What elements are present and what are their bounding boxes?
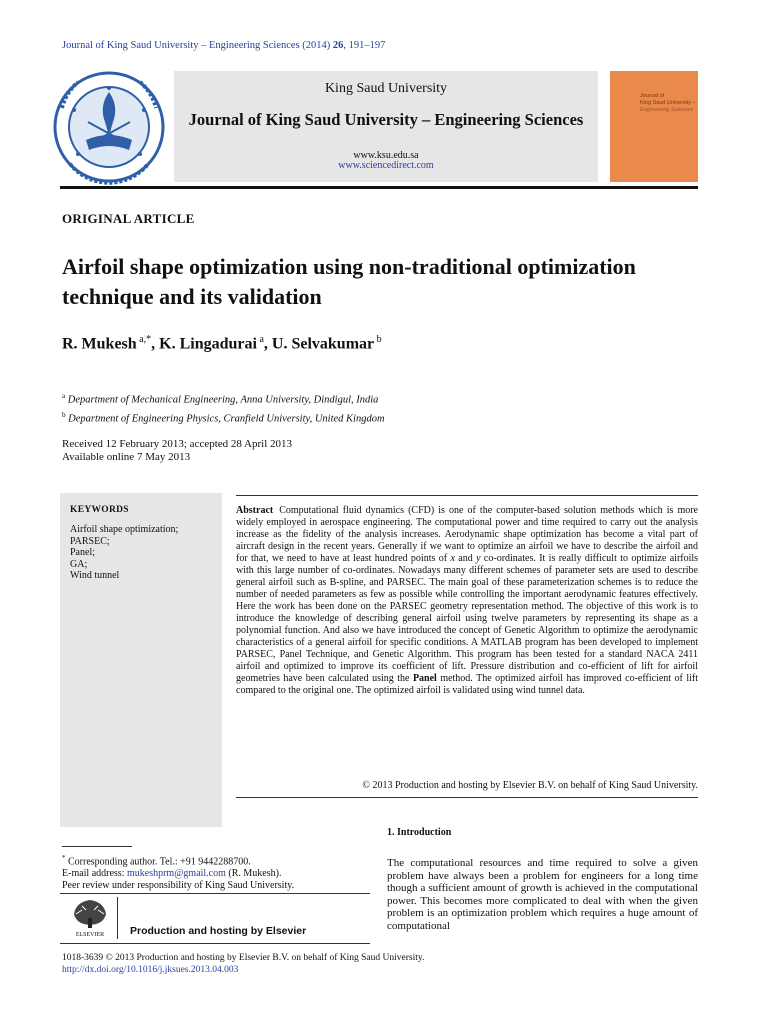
- received-date: Received 12 February 2013; accepted 28 April 2013: [62, 438, 293, 450]
- keyword-item: Airfoil shape optimization;: [70, 524, 179, 535]
- author-name[interactable]: K. Lingadurai: [159, 335, 257, 353]
- journal-citation[interactable]: [62, 40, 385, 51]
- cover-line-3: Engineering Sciences: [640, 107, 694, 113]
- citation-prefix: Journal of King Saud University – Engineering Sciences (2014): [62, 40, 331, 51]
- email-link[interactable]: mukeshprm@gmail.com: [126, 868, 226, 880]
- citation-pages: , 191–197: [343, 40, 386, 51]
- author-name[interactable]: R. Mukesh: [62, 335, 137, 353]
- university-name: King Saud University: [324, 81, 448, 96]
- author-sup[interactable]: b: [374, 334, 382, 345]
- ksu-seal-logo: [48, 70, 170, 185]
- header-rule: [60, 186, 698, 189]
- cover-line-2: King Saud University –: [640, 100, 696, 106]
- elsevier-logo-text: ELSEVIER: [75, 932, 105, 938]
- article-title: Airfoil shape optimization using non-traditional optimization technique and its validation: [62, 254, 636, 309]
- intro-text: The computational resources and time required to solve a given problem have always been a problem for engineers for a long time though a sufficient amount of growth is achieved in the computational power. This becomes more complicated to deal with when the given problem is an optimization problem which requires a huge amount of computational: [387, 857, 698, 932]
- author-list: R. Mukesh $^{a,*}$, K. Lingadurai $^a$, U. Selvakumar $^b$: [62, 334, 382, 353]
- elsevier-tree-logo-icon: [68, 896, 112, 938]
- corresponding-author-note: * Corresponding author. Tel.: +91 9442288700.: [62, 854, 251, 868]
- abstract-top-rule: [236, 495, 698, 496]
- abstract-label: Abstract: [236, 505, 274, 516]
- footnotes: [62, 852, 294, 892]
- author-sup[interactable]: a: [256, 334, 264, 345]
- affiliations: [62, 389, 385, 426]
- keywords-list: [70, 524, 178, 582]
- issn-block: [62, 952, 424, 976]
- peer-review-note: Peer review under responsibility of King Saud University.: [62, 880, 295, 892]
- journal-cover-thumbnail[interactable]: [610, 71, 698, 182]
- abstract-bottom-rule: [236, 797, 698, 798]
- citation-volume: 26: [332, 40, 344, 51]
- keyword-item: GA;: [70, 558, 88, 570]
- intro-heading: 1. Introduction: [387, 827, 452, 838]
- ksu-url-link[interactable]: www.ksu.edu.sa: [353, 150, 419, 161]
- email-note: E-mail address: mukeshprm@gmail.com (R. Mukesh).: [62, 868, 282, 880]
- sciencedirect-url-link[interactable]: www.sciencedirect.com: [338, 160, 434, 171]
- elsevier-divider: [117, 897, 118, 939]
- keyword-item: PARSEC;: [70, 535, 110, 547]
- affiliation-item: $^b$ Department of Engineering Physics, Cranfield University, United Kingdom: [62, 410, 385, 424]
- doi-link[interactable]: http://dx.doi.org/10.1016/j.jksues.2013.04.003: [62, 965, 239, 975]
- abstract-copyright: © 2013 Production and hosting by Elsevier B.V. on behalf of King Saud University.: [362, 780, 698, 791]
- affiliation-item: $^a$ Department of Mechanical Engineering, Anna University, Dindigul, India: [62, 392, 379, 406]
- footnote-rule: [62, 846, 132, 847]
- journal-title: Journal of King Saud University – Engineering Sciences: [188, 110, 584, 129]
- article-type: ORIGINAL ARTICLE: [62, 211, 195, 226]
- author-name[interactable]: U. Selvakumar: [271, 335, 375, 353]
- cover-line-1: Journal of: [640, 93, 665, 99]
- author-sup[interactable]: a,*: [136, 334, 152, 345]
- issn-line: 1018-3639 © 2013 Production and hosting by Elsevier B.V. on behalf of King Saud University.: [62, 953, 425, 963]
- keyword-item: Wind tunnel: [70, 570, 120, 581]
- online-date: Available online 7 May 2013: [62, 451, 191, 463]
- elsevier-hosting-text: Production and hosting by Elsevier: [130, 925, 307, 937]
- article-dates: [62, 438, 292, 464]
- keywords-heading: KEYWORDS: [70, 505, 129, 515]
- keyword-item: Panel;: [70, 547, 95, 558]
- abstract-body: Abstract Computational fluid dynamics (CFD) is one of the computer-based solution methods which is more widely employed in aerospace engineering. The computational power and time required to carry out the analysis increase as the fidelity of the analysis increases. Aerodynamic shape optimization has become a vital part of aircraft design in the recent years. Generally if we want to optimize an airfoil we have to describe the airfoil and for that, we need to have at least hundred points of x and y co-ordinates. It is really difficult to optimize airfoils with this large number of co-ordinates. Nowadays many different schemes of parameter sets are used to describe general airfoil such as B-spline, and PARSEC. The main goal of these parameterization schemes is to reduce the number of needed parameters as few as possible while controlling the important aerodynamic features effectively. Here the work has been done on the PARSEC geometry representation method. The objective of this work is to introduce the knowledge of describing general airfoil using twelve parameters by representing its shape as a polynomial function. And also we have introduced the concept of Genetic Algorithm to optimize the aerodynamic characteristics of a general airfoil for specific conditions. A MATLAB program has been developed to implement PARSEC, Panel Technique, and Genetic Algorithm. This program has been tested for a standard NACA 2411 airfoil and optimized to improve its coefficient of lift. Pressure distribution and co-efficient of lift for airfoil geometries have been calculated using the Panel method. The optimized airfoil has improved co-efficient of lift compared to the original one. The optimized airfoil is validated using wind tunnel data.: [236, 505, 699, 696]
